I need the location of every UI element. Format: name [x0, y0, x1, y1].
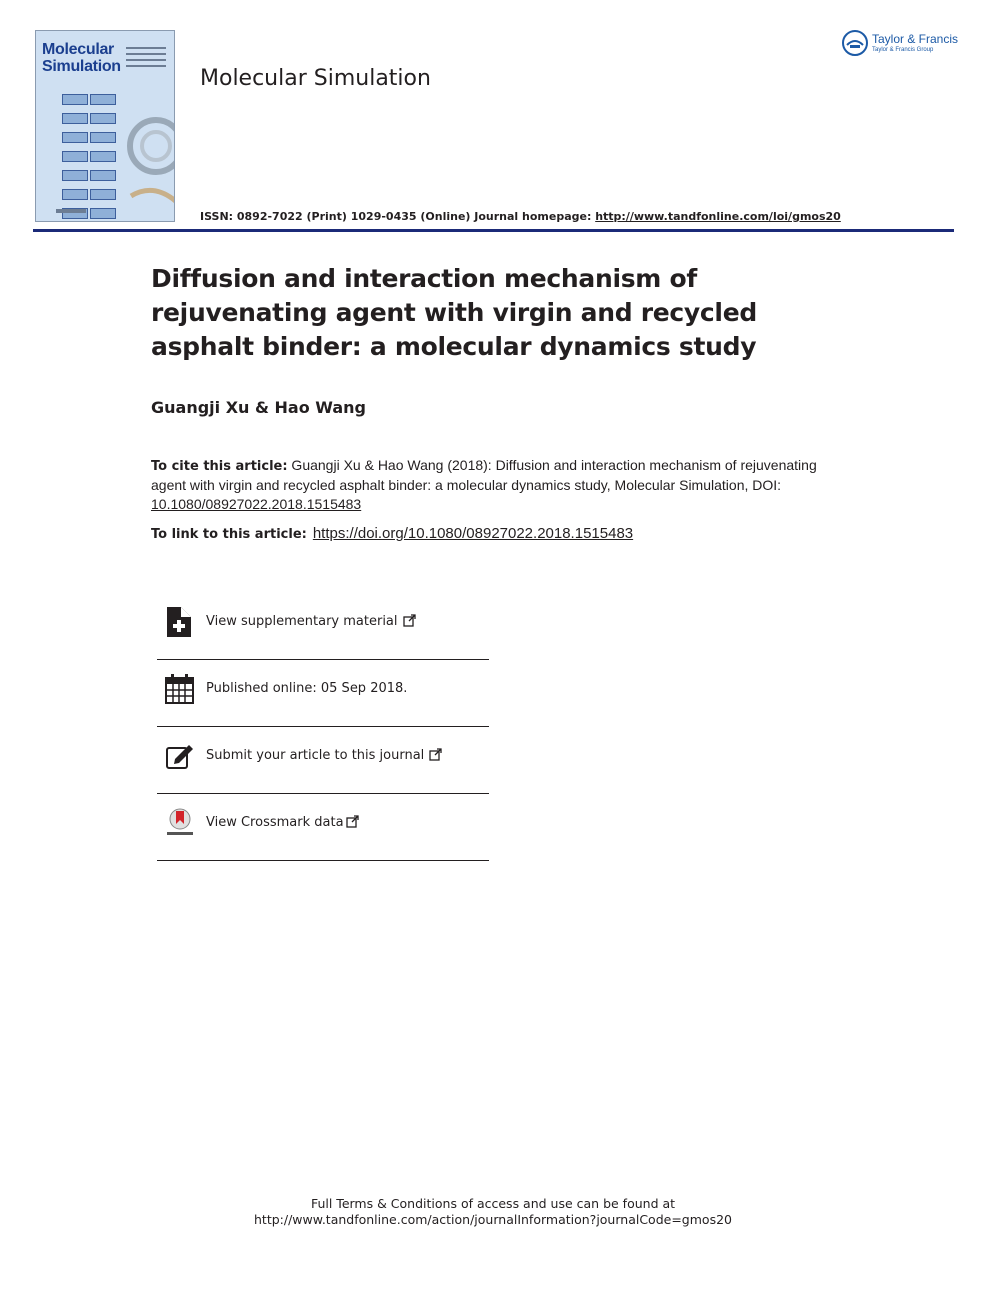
calendar-icon [165, 674, 195, 704]
terms-footer [0, 1196, 986, 1228]
supplementary-material-label: View supplementary material [206, 614, 398, 629]
crossmark-icon [165, 808, 195, 838]
journal-homepage-link[interactable]: http://www.tandfonline.com/loi/gmos20 [595, 210, 841, 223]
edit-icon [165, 741, 195, 771]
publisher-logo-icon [842, 30, 868, 56]
journal-cover-image [35, 30, 175, 222]
cover-figure-grid [62, 93, 122, 222]
article-url-link[interactable]: https://doi.org/10.1080/08927022.2018.1515483 [312, 525, 634, 542]
article-title: Diffusion and interaction mechanism of rejuvenating agent with virgin and recycled asphalt binder: a molecular dynamics study [151, 264, 757, 361]
cover-logo [56, 209, 86, 213]
article-link-line: To link to this article: https://doi.org/10.1080/08927022.2018.1515483 [151, 525, 634, 542]
external-link-icon [346, 815, 359, 828]
article-authors: Guangji Xu & Hao Wang [151, 398, 366, 417]
header-divider [33, 229, 954, 232]
issn-line: ISSN: 0892-7022 (Print) 1029-0435 (Online) Journal homepage: http://www.tandfonline.com/loi/gmos20 [200, 210, 841, 223]
cover-info-lines [126, 47, 166, 71]
citation-block: To cite this article: Guangji Xu & Hao Wang (2018): Diffusion and interaction mechanism of rejuvenating agent with virgin and recycled asphalt binder: a molecular dynamics study, Molecular Simulation, DOI: 10.1080/08927022.2018.1515483 [151, 457, 817, 512]
external-link-icon [403, 614, 416, 627]
submit-article-row[interactable] [157, 727, 489, 794]
publisher-logo: Taylor & Francis Taylor & Francis Group [842, 30, 957, 60]
crossmark-row[interactable] [157, 794, 489, 861]
supplementary-material-row[interactable] [157, 593, 489, 660]
crossmark-label: View Crossmark data [206, 815, 344, 830]
cover-molecule-art [126, 86, 175, 216]
external-link-icon [429, 748, 442, 761]
cover-title: Molecular Simulation [42, 41, 121, 75]
submit-article-label: Submit your article to this journal [206, 748, 425, 763]
journal-name: Molecular Simulation [200, 66, 431, 91]
article-links-list [157, 593, 489, 861]
published-online-label: Published online: 05 Sep 2018. [206, 681, 408, 696]
footer-terms-link[interactable]: http://www.tandfonline.com/action/journalInformation?journalCode=gmos20 [254, 1212, 732, 1227]
document-plus-icon [165, 607, 195, 637]
published-online-row [157, 660, 489, 727]
doi-link[interactable]: 10.1080/08927022.2018.1515483 [151, 496, 362, 512]
footer-terms-text: Full Terms & Conditions of access and use can be found at [310, 1196, 676, 1211]
